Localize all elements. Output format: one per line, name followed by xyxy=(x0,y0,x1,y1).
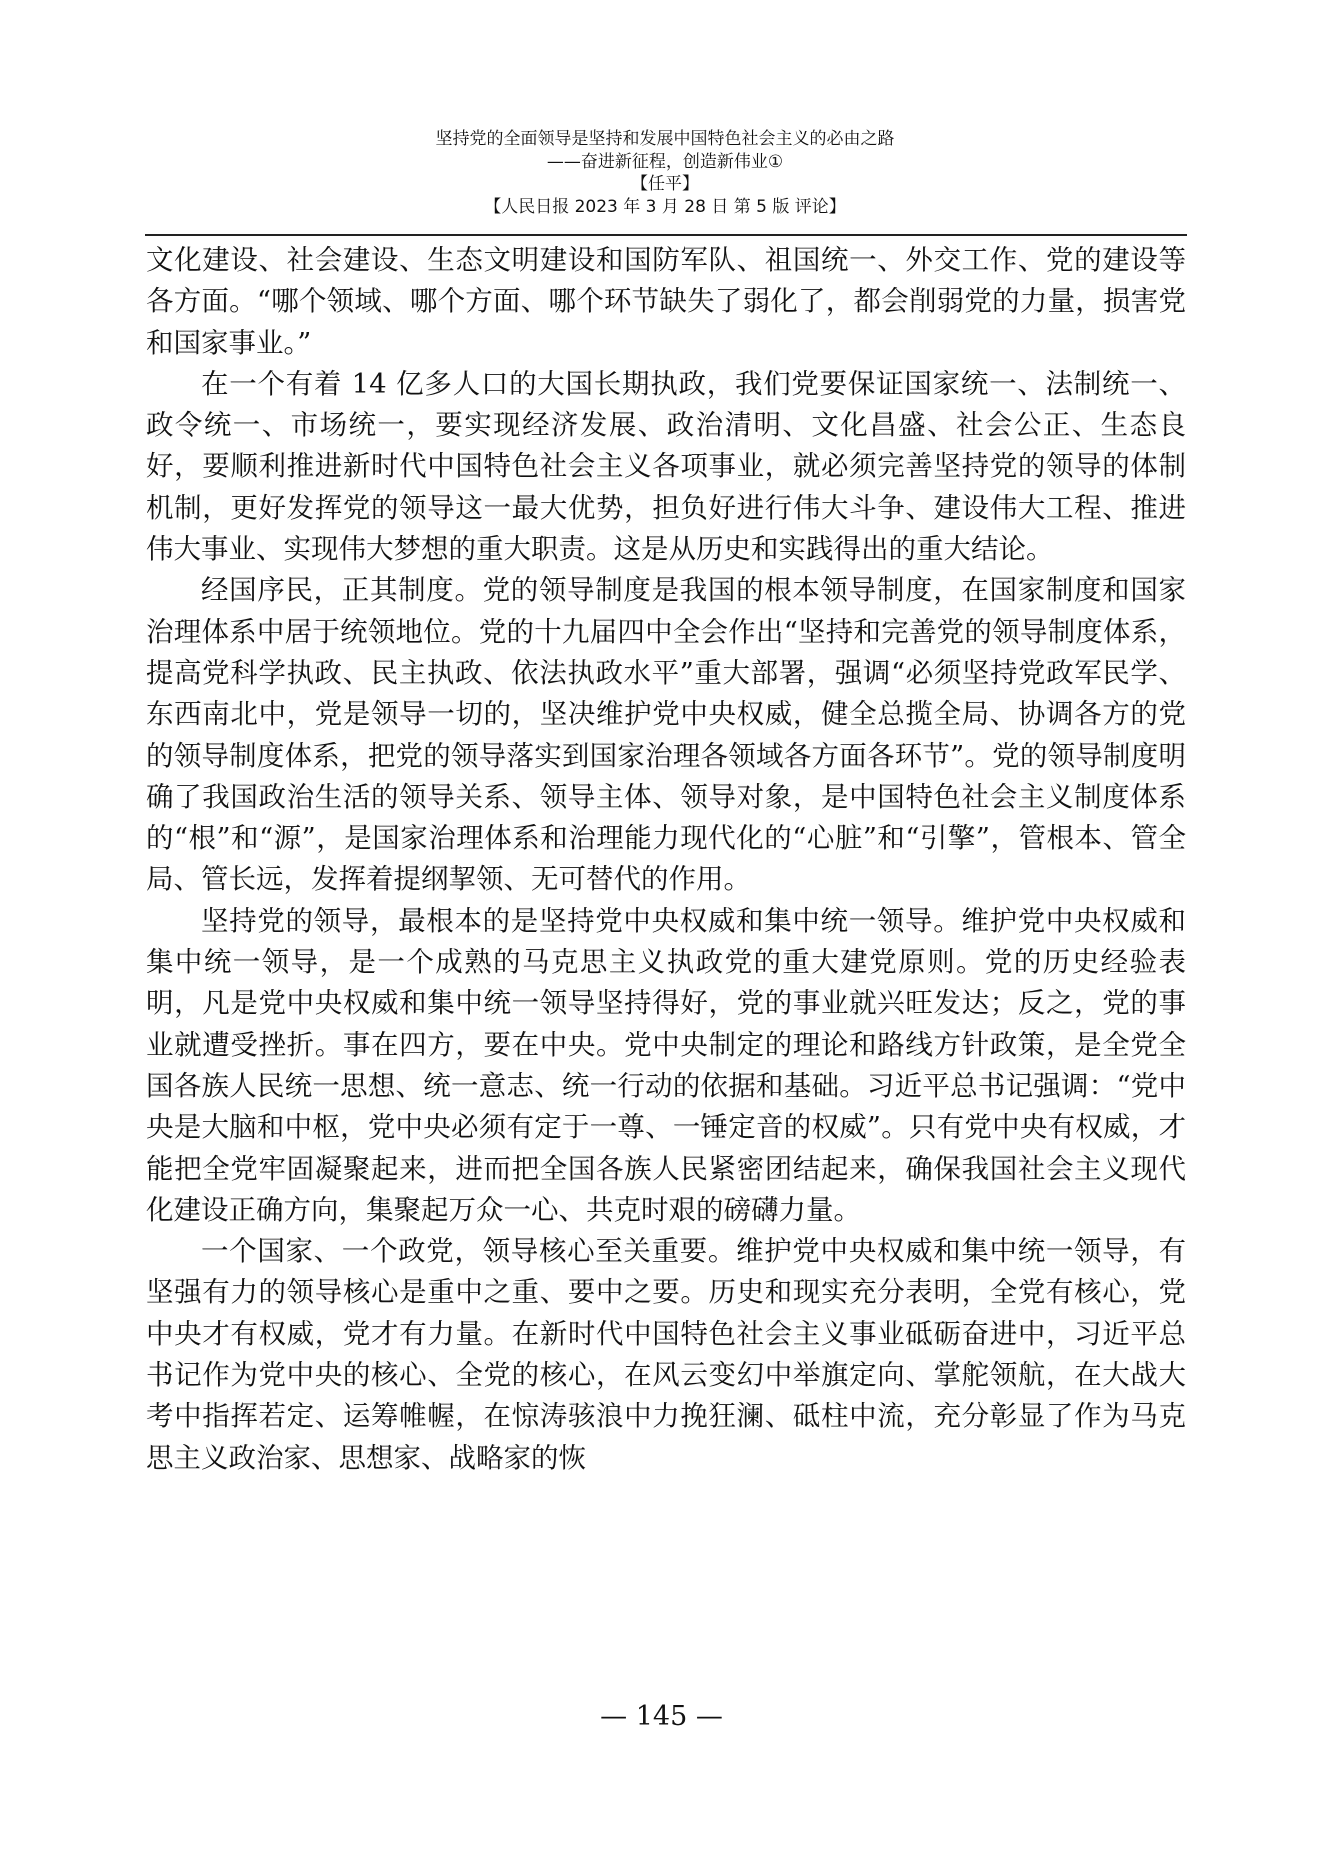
body-paragraph: 文化建设、社会建设、生态文明建设和国防军队、祖国统一、外交工作、党的建设等各方面。“哪个领域、哪个方面、哪个环节缺失了弱化了，都会削弱党的力量，损害党和国家事业。” xyxy=(146,244,1186,359)
page-number: — 145 — xyxy=(600,1701,723,1732)
article-header xyxy=(145,128,1185,218)
header-divider xyxy=(145,234,1187,236)
article-subtitle: ——奋进新征程，创造新伟业① xyxy=(546,151,784,172)
body-paragraph: 经国序民，正其制度。党的领导制度是我国的根本领导制度，在国家制度和国家治理体系中居于统领地位。党的十九届四中全会作出“坚持和完善党的领导制度体系，提高党科学执政、民主执政、依法执政水平”重大部署，强调“必须坚持党政军民学、东西南北中，党是领导一切的，坚决维护党中央权威，健全总揽全局、协调各方的党的领导制度体系，把党的领导落实到国家治理各领域各方面各环节”。党的领导制度明确了我国政治生活的领导关系、领导主体、领导对象，是中国特色社会主义制度体系的“根”和“源”，是国家治理体系和治理能力现代化的“心脏”和“引擎”，管根本、管全局、管长远，发挥着提纲挈领、无可替代的作用。 xyxy=(146,574,1186,896)
body-paragraph: 坚持党的领导，最根本的是坚持党中央权威和集中统一领导。维护党中央权威和集中统一领导，是一个成熟的马克思主义执政党的重大建党原则。党的历史经验表明，凡是党中央权威和集中统一领导坚持得好，党的事业就兴旺发达；反之，党的事业就遭受挫折。事在四方，要在中央。党中央制定的理论和路线方针政策，是全党全国各族人民统一思想、统一意志、统一行动的依据和基础。习近平总书记强调：“党中央是大脑和中枢，党中央必须有定于一尊、一锤定音的权威”。只有党中央有权威，才能把全党牢固凝聚起来，进而把全国各族人民紧密团结起来，确保我国社会主义现代化建设正确方向，集聚起万众一心、共克时艰的磅礴力量。 xyxy=(146,904,1186,1226)
body-paragraph: 一个国家、一个政党，领导核心至关重要。维护党中央权威和集中统一领导，有坚强有力的领导核心是重中之重、要中之要。历史和现实充分表明，全党有核心，党中央才有权威，党才有力量。在新时代中国特色社会主义事业砥砺奋进中，习近平总书记作为党中央的核心、全党的核心，在风云变幻中举旗定向、掌舵领航，在大战大考中指挥若定、运筹帷幄，在惊涛骇浪中力挽狂澜、砥柱中流，充分彰显了作为马克思主义政治家、思想家、战略家的恢 xyxy=(146,1235,1186,1474)
body-paragraph: 在一个有着 14 亿多人口的大国长期执政，我们党要保证国家统一、法制统一、政令统一、市场统一，要实现经济发展、政治清明、文化昌盛、社会公正、生态良好，要顺利推进新时代中国特色社会主义各项事业，就必须完善坚持党的领导的体制机制，更好发挥党的领导这一最大优势，担负好进行伟大斗争、建设伟大工程、推进伟大事业、实现伟大梦想的重大职责。这是从历史和实践得出的重大结论。 xyxy=(146,367,1186,566)
article-title: 坚持党的全面领导是坚持和发展中国特色社会主义的必由之路 xyxy=(435,129,895,149)
article-source: 【人民日报 2023 年 3 月 28 日 第 5 版 评论】 xyxy=(484,196,846,217)
article-body xyxy=(146,240,1186,1479)
article-author: 【任平】 xyxy=(631,174,699,194)
